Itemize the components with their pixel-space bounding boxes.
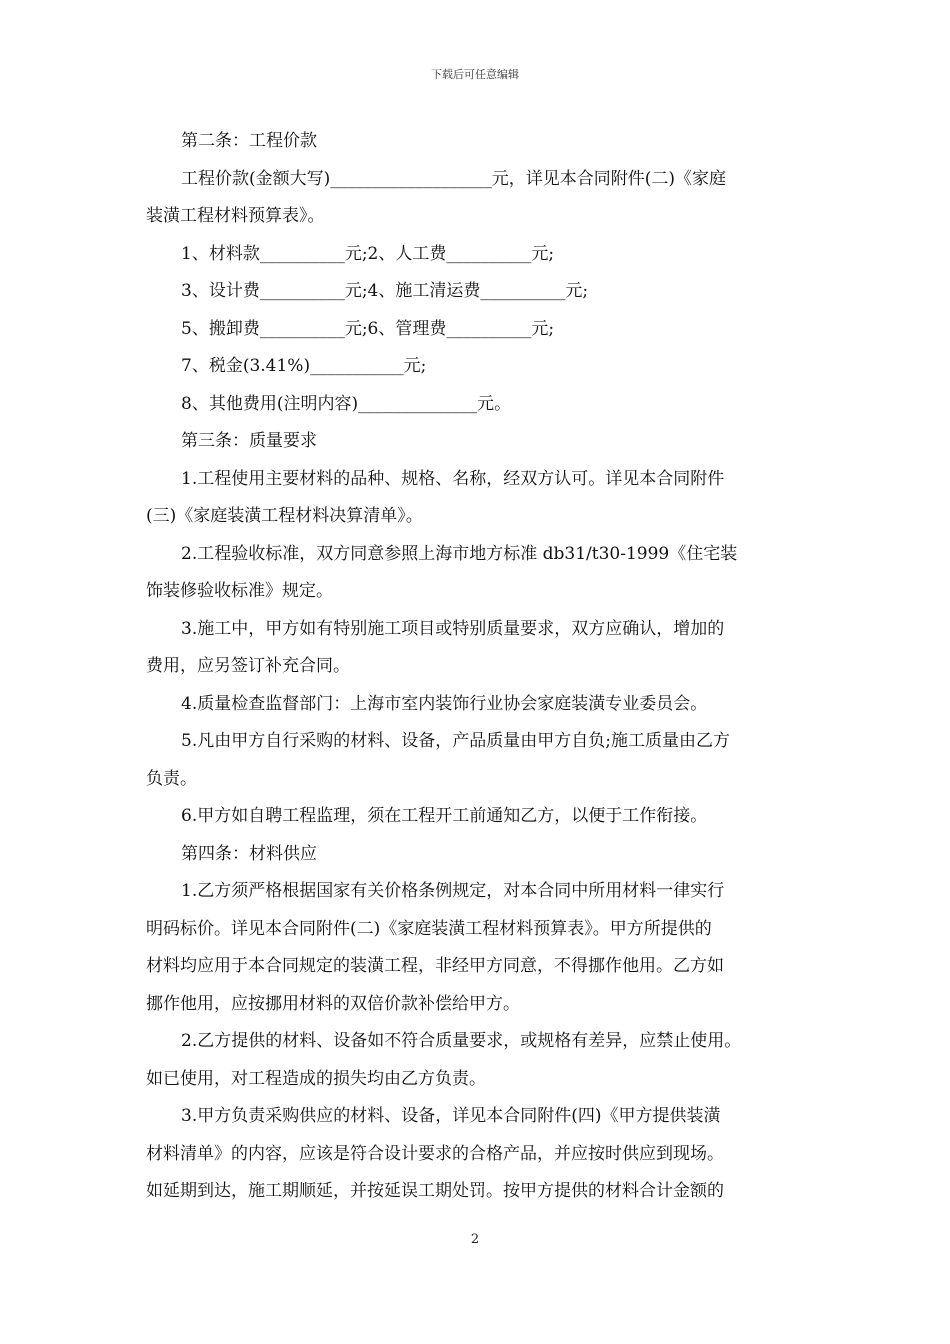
paragraph-line: 材料均应用于本合同规定的装潢工程，非经甲方同意，不得挪作他用。乙方如 <box>146 956 724 976</box>
paragraph-line: 如已使用，对工程造成的损失均由乙方负责。 <box>146 1068 486 1089</box>
paragraph-line: 3.甲方负责采购供应的材料、设备，详见本合同附件(四)《甲方提供装潢 <box>181 1106 721 1126</box>
paragraph-line: 饰装修验收标准》规定。 <box>146 581 333 601</box>
paragraph-line: 3、设计费__________元;4、施工清运费__________元; <box>181 281 589 301</box>
section-heading: 第二条：工程价款 <box>181 131 317 151</box>
paragraph-line: 挪作他用，应按挪用材料的双倍价款补偿给甲方。 <box>146 993 520 1014</box>
paragraph-line: 1.工程使用主要材料的品种、规格、名称，经双方认可。详见本合同附件 <box>181 468 725 489</box>
paragraph-line: 装潢工程材料预算表》。 <box>146 206 325 226</box>
document-body <box>146 123 818 1211</box>
paragraph-line: 6.甲方如自聘工程监理，须在工程开工前通知乙方，以便于工作衔接。 <box>181 806 708 826</box>
paragraph-line: 8、其他费用(注明内容)______________元。 <box>181 393 512 414</box>
section-heading: 第四条：材料供应 <box>181 843 317 864</box>
paragraph-line: 工程价款(金额大写)___________________元，详见本合同附件(二)《家庭 <box>181 168 727 189</box>
paragraph-line: 5、搬卸费__________元;6、管理费__________元; <box>181 318 555 339</box>
paragraph-line: 1、材料款__________元;2、人工费__________元; <box>181 243 555 264</box>
page-number: 2 <box>470 1232 480 1247</box>
paragraph-line: 如延期到达，施工期顺延，并按延误工期处罚。按甲方提供的材料合计金额的 <box>146 1181 724 1201</box>
paragraph-line: (三)《家庭装潢工程材料决算清单》。 <box>146 506 423 526</box>
paragraph-line: 7、税金(3.41%)___________元; <box>181 356 427 376</box>
paragraph-line: 费用，应另签订补充合同。 <box>146 656 350 676</box>
paragraph-line: 负责。 <box>146 768 197 789</box>
section-heading: 第三条：质量要求 <box>181 431 317 451</box>
paragraph-line: 1.乙方须严格根据国家有关价格条例规定，对本合同中所用材料一律实行 <box>181 881 725 901</box>
paragraph-line: 2.乙方提供的材料、设备如不符合质量要求，或规格有差异，应禁止使用。 <box>181 1031 742 1051</box>
page-header: 下载后可任意编辑 <box>431 68 519 81</box>
paragraph-line: 3.施工中，甲方如有特别施工项目或特别质量要求，双方应确认，增加的 <box>181 618 725 639</box>
paragraph-line: 4.质量检查监督部门：上海市室内装饰行业协会家庭装潢专业委员会。 <box>181 693 708 714</box>
paragraph-line: 明码标价。详见本合同附件(二)《家庭装潢工程材料预算表》。甲方所提供的 <box>146 918 712 939</box>
paragraph-line: 5.凡由甲方自行采购的材料、设备，产品质量由甲方自负;施工质量由乙方 <box>181 731 730 751</box>
paragraph-line: 2.工程验收标准，双方同意参照上海市地方标准 db31/t30-1999《住宅装 <box>181 543 738 564</box>
paragraph-line: 材料清单》的内容，应该是符合设计要求的合格产品，并应按时供应到现场。 <box>146 1143 724 1164</box>
